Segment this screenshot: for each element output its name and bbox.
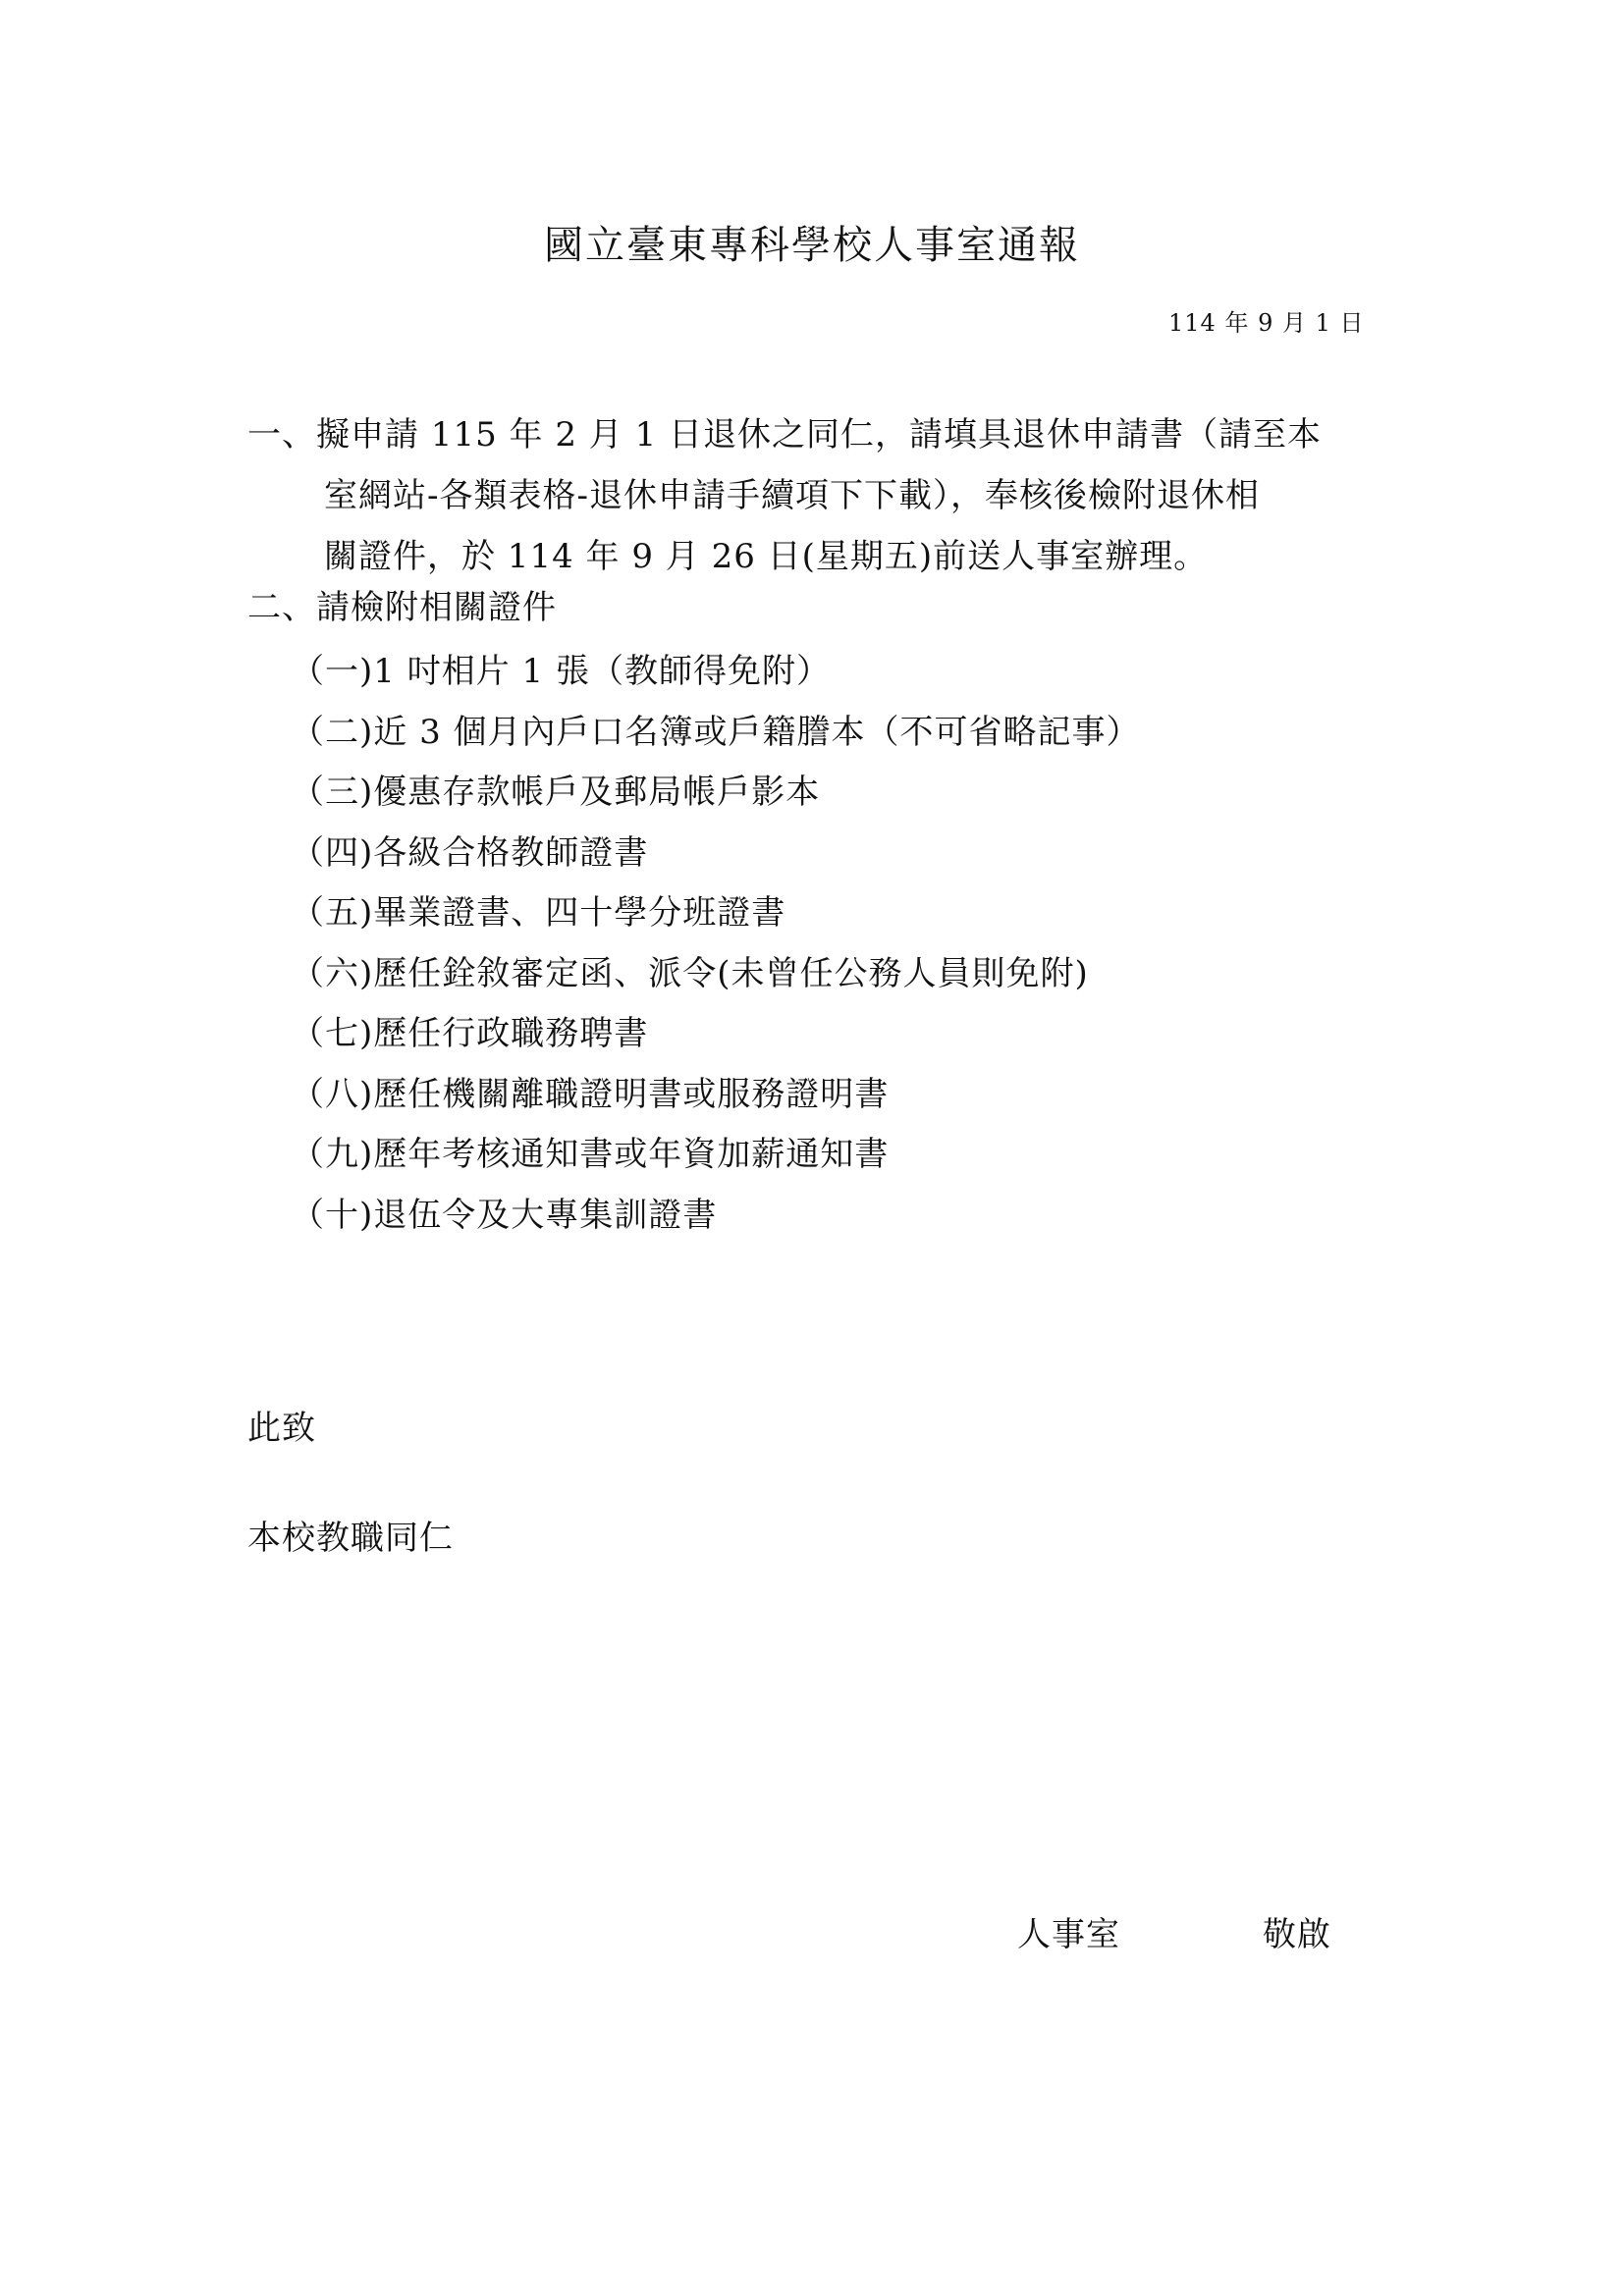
signature-regards: 敬啟 xyxy=(1263,1915,1331,1954)
list-item: （八)歷任機關離職證明書或服務證明書 xyxy=(291,1074,890,1114)
document-date: 114 年 9 月 1 日 xyxy=(1168,309,1365,337)
section-one-line-2: 室網站-各類表格-退休申請手續項下下載），奉核後檢附退休相 xyxy=(324,476,1260,515)
section-two-heading: 二、請檢附相關證件 xyxy=(247,588,557,627)
list-item: （七)歷任行政職務聘書 xyxy=(291,1014,649,1053)
list-item: （六)歷任銓敘審定函、派令(未曾任公務人員則免附) xyxy=(291,953,1089,993)
section-one-line-1: 一、擬申請 115 年 2 月 1 日退休之同仁，請填具退休申請書（請至本 xyxy=(247,415,1323,454)
closing-recipient: 本校教職同仁 xyxy=(247,1519,454,1558)
required-documents-list xyxy=(291,642,1141,1246)
document-title: 國立臺東專科學校人事室通報 xyxy=(544,223,1080,268)
list-item: （一)1 吋相片 1 張（教師得免附） xyxy=(291,652,831,691)
closing-salutation: 此致 xyxy=(247,1409,316,1448)
list-item: （二)近 3 個月內戶口名簿或戶籍謄本（不可省略記事） xyxy=(291,712,1141,752)
list-item: （五)畢業證書、四十學分班證書 xyxy=(291,893,786,933)
list-item: （四)各級合格教師證書 xyxy=(291,832,649,873)
list-item: （十)退伍令及大專集訓證書 xyxy=(291,1195,718,1235)
section-one xyxy=(247,404,1386,587)
list-item: （三)優惠存款帳戶及郵局帳戶影本 xyxy=(291,773,821,812)
list-item: （九)歷年考核通知書或年資加薪通知書 xyxy=(291,1135,890,1174)
section-one-line-3: 關證件，於 114 年 9 月 26 日(星期五)前送人事室辦理。 xyxy=(324,537,1209,576)
signature-office: 人事室 xyxy=(1017,1915,1120,1954)
